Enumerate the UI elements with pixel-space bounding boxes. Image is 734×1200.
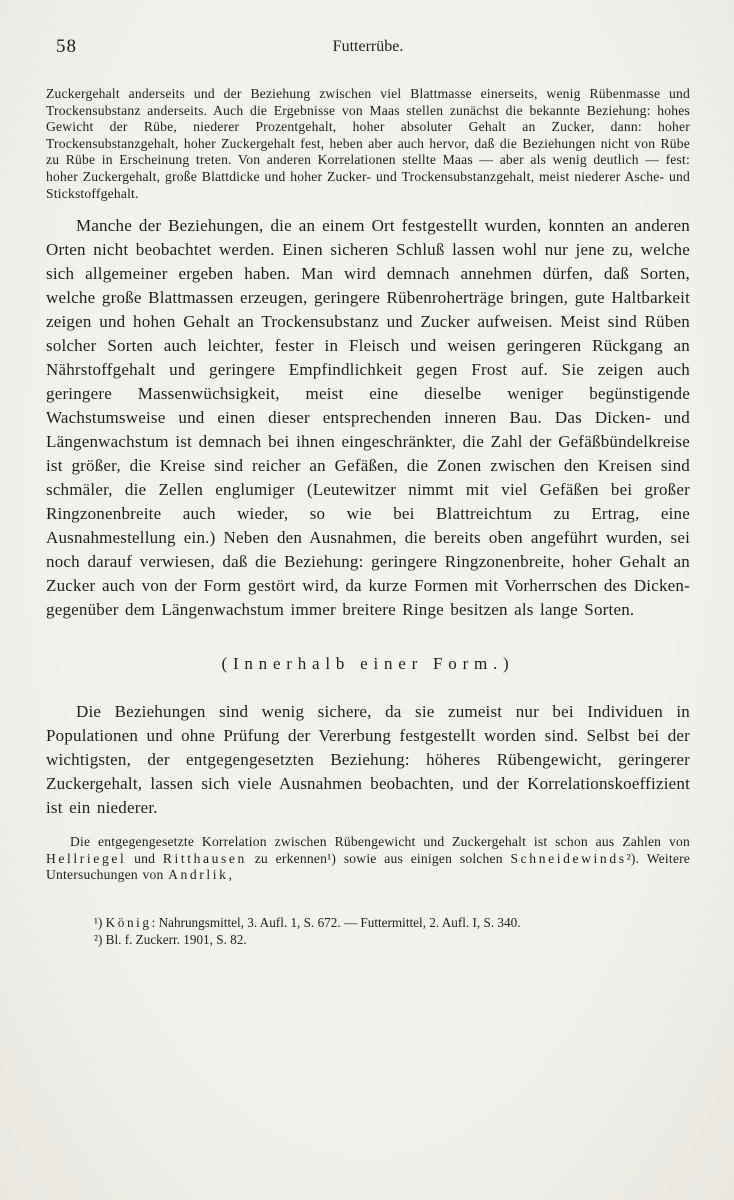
- outro-text: Die entgegengesetzte Korrelation zwischen Rübengewicht und Zuckergehalt ist schon aus Zahlen von: [70, 834, 690, 850]
- running-head: Futterrübe.: [332, 38, 404, 55]
- author-name-koenig: König: [105, 914, 152, 930]
- paragraph-main-2: Die Beziehungen sind wenig sichere, da sie zumeist nur bei Individuen in Populationen und ohne Prüfung der Vererbung festgestellt worden sind. Selbst bei der wichtigsten, der entgegengesetzten Beziehung: höheres Rübengewicht, geringerer Zuckergehalt, lassen sich viele Ausnahmen beobachten, und der Korrelationskoeffizient ist ein niederer.: [46, 702, 690, 818]
- outro-text: sowie aus einigen solchen: [336, 850, 511, 866]
- footnote-ref-1: ¹): [327, 850, 337, 866]
- page-header: [46, 36, 690, 62]
- section-heading: (Innerhalb einer Form.): [221, 654, 515, 674]
- paragraph-intro-small: Zuckergehalt anderseits und der Beziehung zwischen viel Blattmasse einerseits, wenig Rübenmasse und Trockensubstanz anderseits. Auch die Ergebnisse von Maas stellen zunächst die bekannte Beziehung: hohes Gewicht der Rübe, niederer Prozentgehalt, hoher absoluter Gehalt an Zucker, dann: hoher Trockensubstanzgehalt, hoher Zuckergehalt fest, heben aber auch hervor, daß die Beziehungen nicht von Rübe zu Rübe in Erscheinung treten. Von anderen Korrelationen stellte Maas — aber als wenig deutlich — fest: hoher Zuckergehalt, große Blattdicke und hoher Zucker- und Trockensubstanzgehalt, meist niederer Asche- und Stickstoffgehalt.: [46, 86, 690, 201]
- footnote-1-marker: ¹): [94, 914, 106, 930]
- paragraph-main-1: Manche der Beziehungen, die an einem Ort festgestellt wurden, konnten an anderen Orten nicht beobachtet werden. Einen sicheren Schluß lassen wohl nur jene zu, welche sich allgemeiner ergeben haben. Man wird demnach annehmen dürfen, daß Sorten, welche große Blattmassen erzeugen, geringere Rübenroherträge bringen, gute Haltbarkeit zeigen und hohen Gehalt an Trockensubstanz und Zucker aufweisen. Meist sind Rüben solcher Sorten auch leichter, fester in Fleisch und weisen geringeren Rückgang an Nährstoffgehalt und geringere Empfindlichkeit gegen Frost auf. Sie zeigen auch geringere Massenwüchsigkeit, meist eine dieselbe weniger begünstigende Wachstumsweise und einen dieser entsprechenden inneren Bau. Das Dicken- und Längenwachstum ist demnach bei ihnen eingeschränkter, die Zahl der Gefäßbündelkreise ist größer, die Kreise sind reicher an Gefäßen, die Zonen zwischen den Kreisen sind schmäler, die Zellen englumiger (Leutewitzer nimmt mit viel Gefäßen bei großer Ringzonenbreite auch wieder, so wie bei Blattreichtum zu Ertrag, eine Ausnahmestellung ein.) Neben den Ausnahmen, die bereits oben angeführt wurden, sei noch darauf verwiesen, daß die Beziehung: geringere Ringzonenbreite, hoher Gehalt an Zucker auch von der Form gestört wird, da kurze Formen mit Vorherrschen des Dicken- gegenüber dem Längenwachstum immer breitere Ringe besitzen als lange Sorten.: [46, 216, 690, 620]
- footnote-ref-2: ²): [626, 850, 636, 866]
- footnotes-block: [46, 914, 690, 949]
- footnote-1: [94, 914, 680, 932]
- footnote-2: ²) Bl. f. Zuckerr. 1901, S. 82.: [94, 932, 247, 948]
- author-name-ritthausen: Ritthausen: [162, 850, 247, 866]
- outro-text: . Weitere Untersuchungen von: [46, 850, 691, 883]
- outro-text: und: [126, 850, 163, 866]
- page-number: 58: [56, 36, 77, 57]
- outro-text: zu erkennen: [246, 850, 328, 866]
- author-name-andrlik: Andrlik: [168, 867, 229, 883]
- outro-text: ,: [228, 867, 233, 883]
- author-name-schneidewind: Schneidewinds: [510, 850, 627, 866]
- author-name-hellriegel: Hellriegel: [46, 850, 127, 866]
- paragraph-outro-small: [46, 834, 690, 884]
- footnote-1-text: : Nahrungsmittel, 3. Aufl. 1, S. 672. — Futtermittel, 2. Aufl. I, S. 340.: [151, 914, 521, 930]
